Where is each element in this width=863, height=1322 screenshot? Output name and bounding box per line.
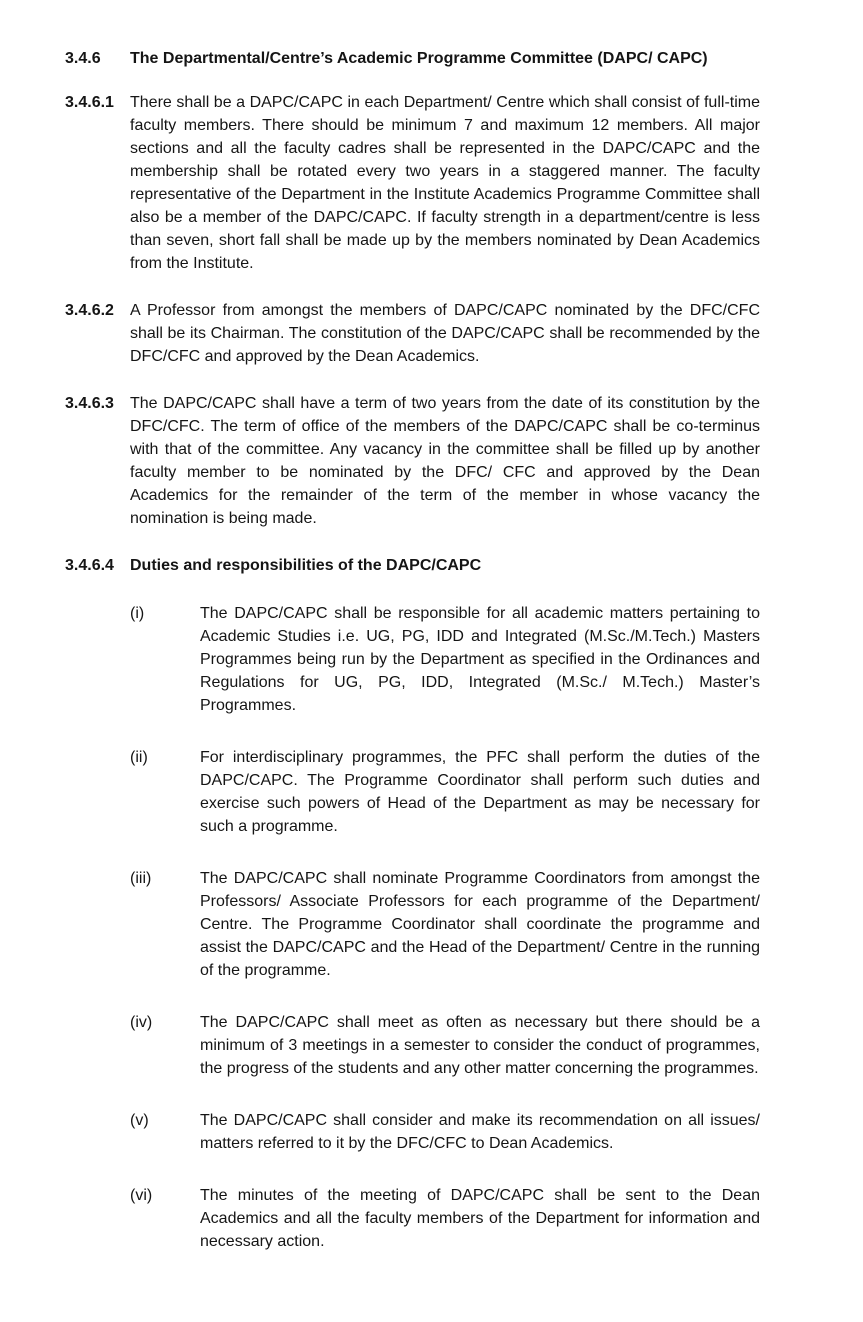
subsection-title: Duties and responsibilities of the DAPC/CAPC	[130, 557, 482, 574]
section-number: 3.4.6	[65, 50, 101, 67]
section-heading	[65, 47, 760, 70]
duty-marker: (ii)	[130, 749, 148, 766]
duty-text: The DAPC/CAPC shall nominate Programme Coordinators from amongst the Professors/ Associate Professors for each programme of the Department/ Centre. The Programme Coordinator shall coordinate the programme and assist the DAPC/CAPC and the Head of the Department/ Centre in the running of the programme.	[200, 870, 760, 979]
duty-item-i	[130, 602, 760, 717]
duty-text: The DAPC/CAPC shall consider and make its recommendation on all issues/ matters referred to it by the DFC/CFC to Dean Academics.	[200, 1112, 760, 1152]
paragraph-text: The DAPC/CAPC shall have a term of two years from the date of its constitution by the DFC/CFC. The term of office of the members of the DAPC/CAPC shall be co-terminus with that of the committee. Any vacancy in the committee shall be filled up by another faculty member to be nominated by the DFC/ CFC and approved by the Dean Academics for the remainder of the term of the member in whose vacancy the nomination is being made.	[130, 395, 760, 527]
paragraph-number: 3.4.6.2	[65, 302, 114, 319]
paragraph-3-4-6-3	[65, 392, 760, 530]
duty-marker: (i)	[130, 605, 145, 622]
duty-text: The DAPC/CAPC shall be responsible for all academic matters pertaining to Academic Studies i.e. UG, PG, IDD and Integrated (M.Sc./M.Tech.) Masters Programmes being run by the Department as specified in the Ordinances and Regulations for UG, PG, IDD, Integrated (M.Sc./ M.Tech.) Master’s Programmes.	[200, 605, 760, 714]
subsection-number: 3.4.6.4	[65, 557, 114, 574]
duty-marker: (v)	[130, 1112, 149, 1129]
duty-item-ii	[130, 746, 760, 838]
duty-marker: (vi)	[130, 1187, 153, 1204]
duty-marker: (iii)	[130, 870, 152, 887]
duty-text: The minutes of the meeting of DAPC/CAPC shall be sent to the Dean Academics and all the faculty members of the Department for information and necessary action.	[200, 1187, 760, 1250]
subsection-heading	[65, 554, 760, 577]
paragraph-number: 3.4.6.1	[65, 94, 114, 111]
paragraph-number: 3.4.6.3	[65, 395, 114, 412]
duty-text: The DAPC/CAPC shall meet as often as necessary but there should be a minimum of 3 meetings in a semester to consider the conduct of programmes, the progress of the students and any other matter concerning the programmes.	[200, 1014, 760, 1077]
section-title: The Departmental/Centre’s Academic Programme Committee (DAPC/ CAPC)	[130, 50, 708, 67]
paragraph-text: A Professor from amongst the members of DAPC/CAPC nominated by the DFC/CFC shall be its Chairman. The constitution of the DAPC/CAPC shall be recommended by the DFC/CFC and approved by the Dean Academics.	[130, 302, 760, 365]
paragraph-text: There shall be a DAPC/CAPC in each Department/ Centre which shall consist of full-time faculty members. There should be minimum 7 and maximum 12 members. All major sections and all the faculty cadres shall be represented in the DAPC/CAPC and the membership shall be rotated every two years in a staggered manner. The faculty representative of the Department in the Institute Academics Programme Committee shall also be a member of the DAPC/CAPC. If faculty strength in a department/centre is less than seven, short fall shall be made up by the members nominated by Dean Academics from the Institute.	[130, 94, 760, 272]
duty-marker: (iv)	[130, 1014, 153, 1031]
duty-text: For interdisciplinary programmes, the PFC shall perform the duties of the DAPC/CAPC. The Programme Coordinator shall perform such duties and exercise such powers of Head of the Department as may be necessary for such a programme.	[200, 749, 760, 835]
duty-item-vi	[130, 1184, 760, 1253]
duty-item-iii	[130, 867, 760, 982]
duty-item-v	[130, 1109, 760, 1155]
paragraph-3-4-6-1	[65, 91, 760, 275]
duty-item-iv	[130, 1011, 760, 1080]
paragraph-3-4-6-2	[65, 299, 760, 368]
